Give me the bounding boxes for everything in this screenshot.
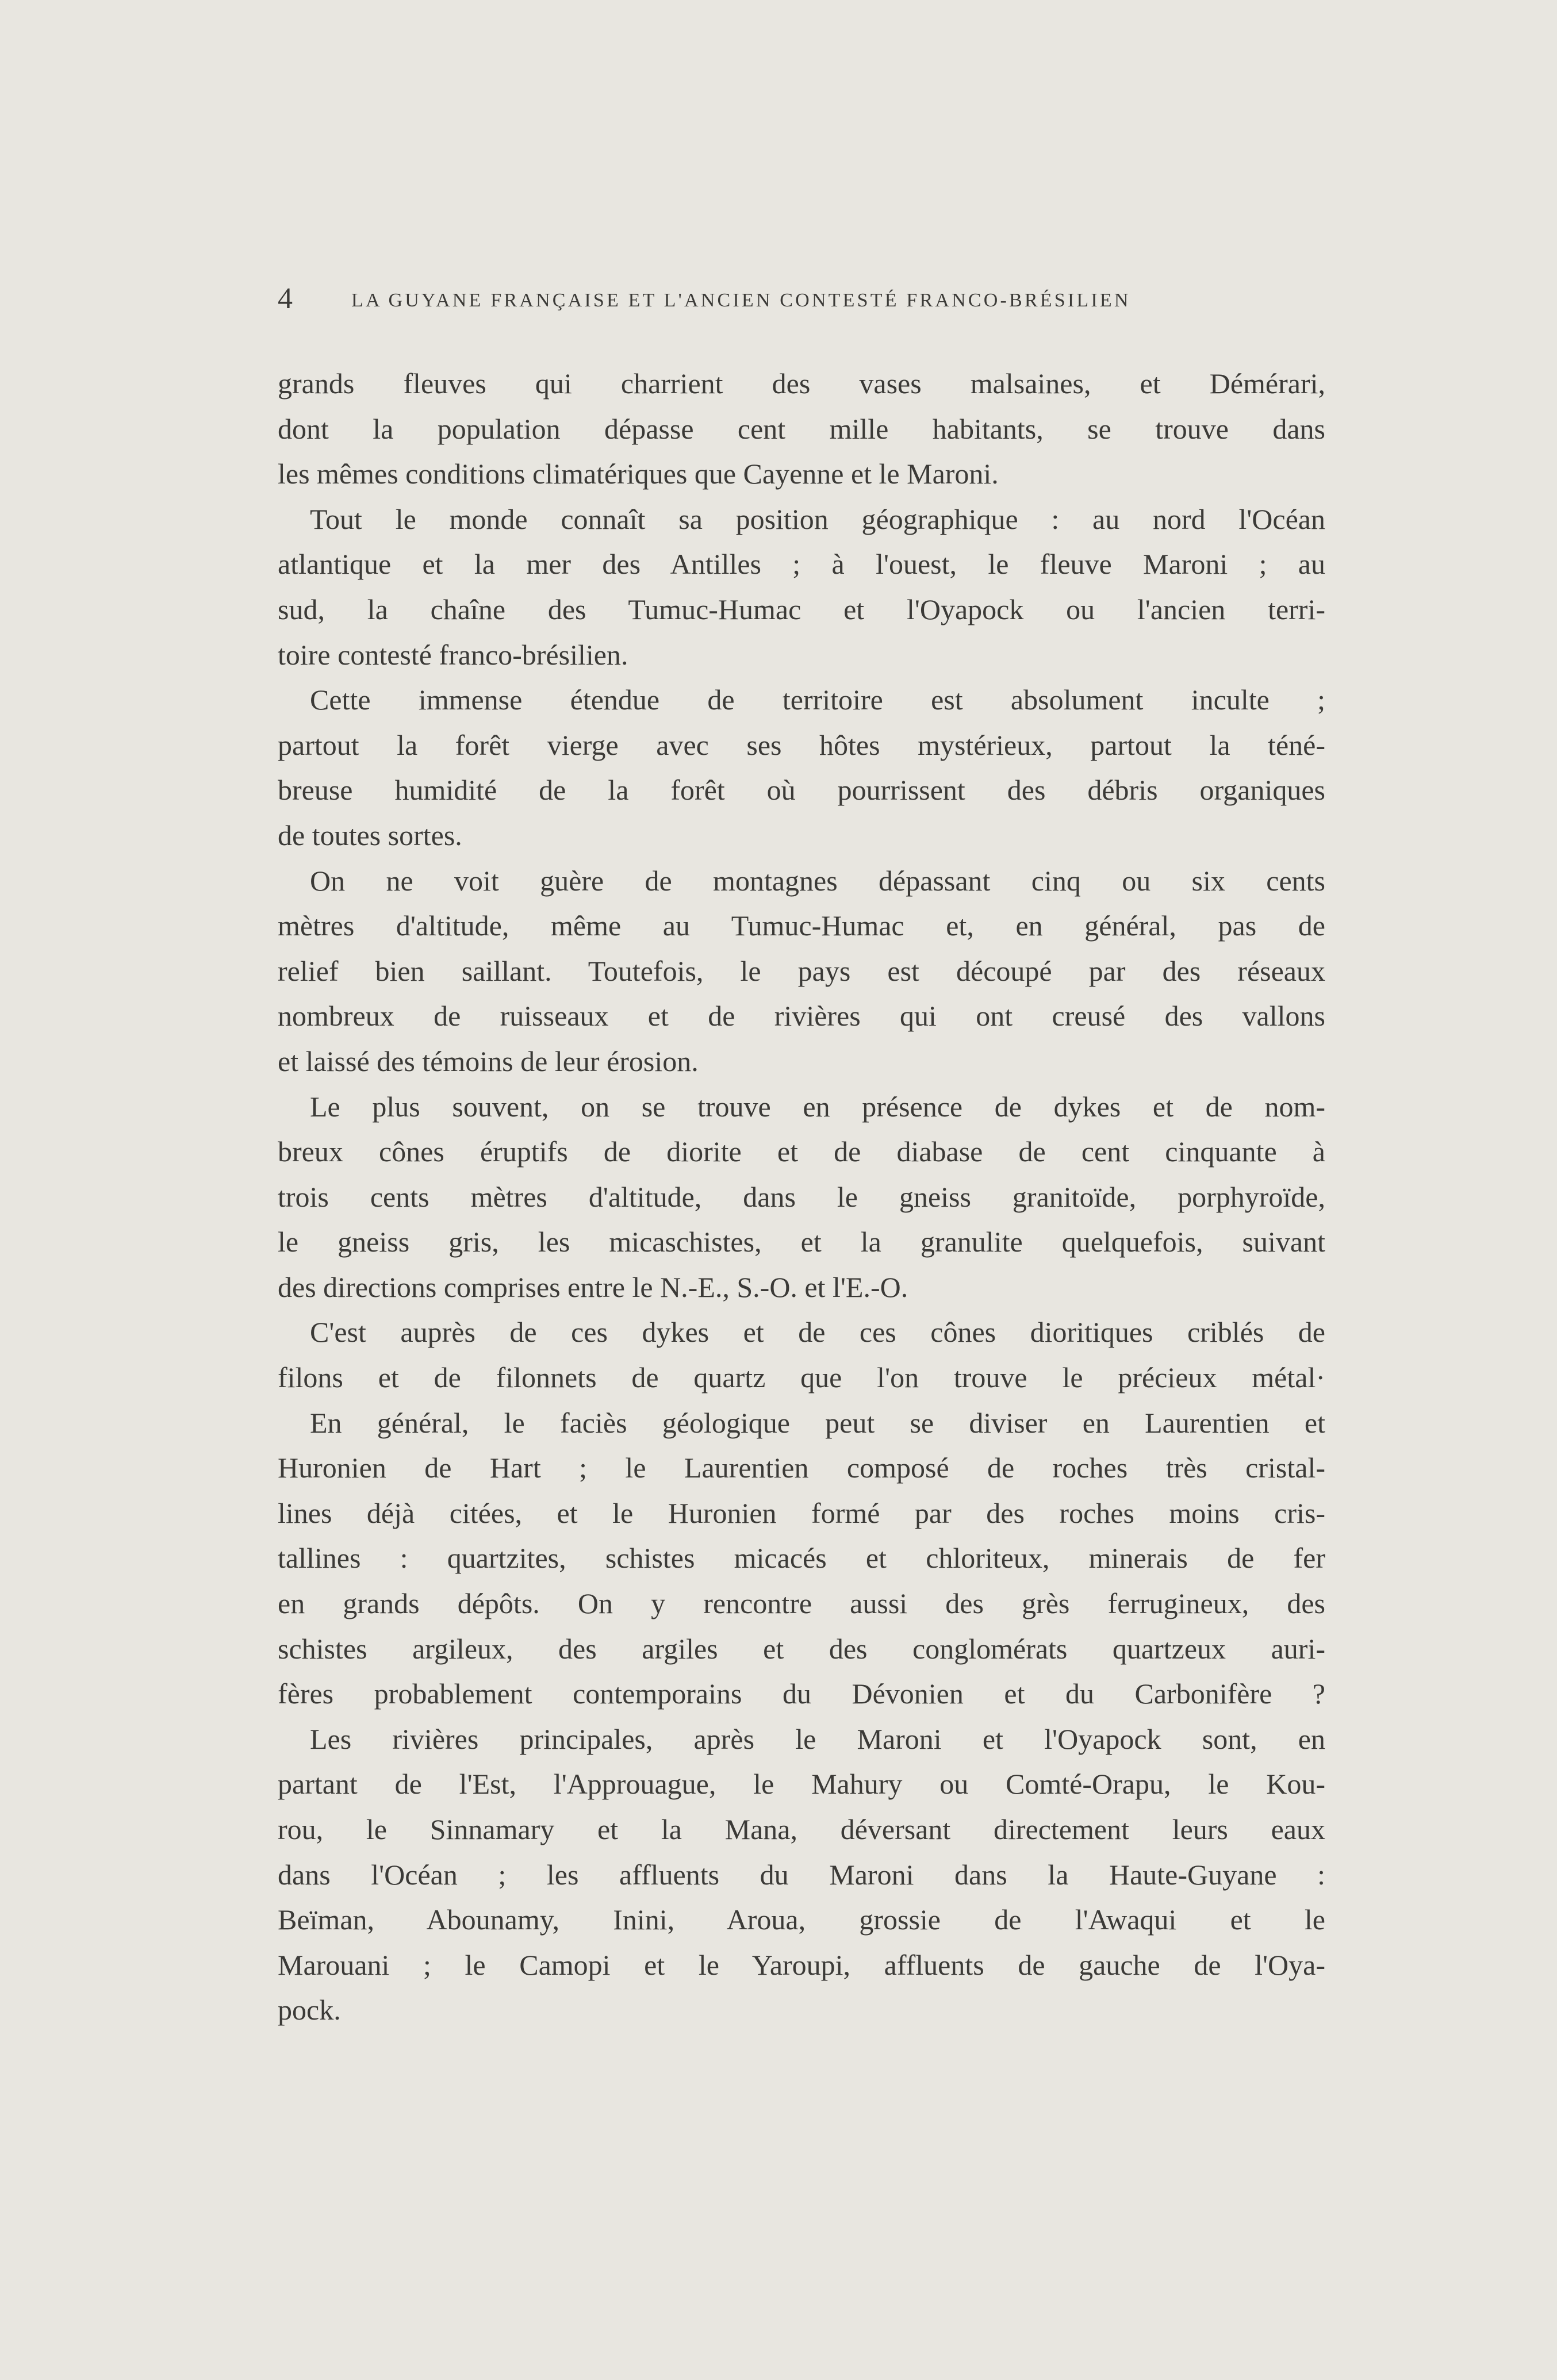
running-header (278, 282, 1255, 316)
text-line: schistes argileux, des argiles et des conglomérats quartzeux auri- (278, 1632, 1325, 1665)
text-line: Beïman, Abounamy, Inini, Aroua, grossie de l'Awaqui et le (278, 1903, 1325, 1936)
text-line: Tout le monde connaît sa position géographique : au nord l'Océan (310, 502, 1325, 535)
text-line: nombreux de ruisseaux et de rivières qui ont creusé des vallons (278, 1000, 1325, 1032)
text-line: atlantique et la mer des Antilles ; à l'ouest, le fleuve Maroni ; au (278, 548, 1325, 581)
text-line: tallines : quartzites, schistes micacés et chloriteux, minerais de fer (278, 1542, 1325, 1575)
paragraph (278, 361, 1325, 497)
text-line: rou, le Sinnamary et la Mana, déversant directement leurs eaux (278, 1813, 1325, 1845)
text-line: relief bien saillant. Toutefois, le pays est découpé par des réseaux (278, 954, 1325, 987)
page-number: 4 (278, 282, 293, 315)
text-line: lines déjà citées, et le Huronien formé par des roches moins cris- (278, 1496, 1325, 1529)
text-line: grands fleuves qui charrient des vases malsaines, et Démérari, (278, 367, 1325, 400)
text-line: filons et de filonnets de quartz que l'on trouve le précieux métal· (278, 1361, 1325, 1394)
text-line: de toutes sortes. (278, 819, 462, 851)
text-line: Huronien de Hart ; le Laurentien composé de roches très cristal- (278, 1452, 1325, 1484)
text-line: C'est auprès de ces dykes et de ces cônes dioritiques criblés de (310, 1316, 1325, 1349)
text-line: trois cents mètres d'altitude, dans le gneiss granitoïde, porphyroïde, (278, 1180, 1325, 1213)
paragraph (278, 1310, 1325, 1400)
paragraph (278, 677, 1325, 858)
text-line: dans l'Océan ; les affluents du Maroni dans la Haute-Guyane : (278, 1858, 1325, 1891)
text-line: sud, la chaîne des Tumuc-Humac et l'Oyapock ou l'ancien terri- (278, 593, 1325, 625)
paragraph (278, 497, 1325, 677)
text-line: les mêmes conditions climatériques que Cayenne et le Maroni. (278, 458, 999, 490)
text-line: dont la population dépasse cent mille habitants, se trouve dans (278, 412, 1325, 445)
text-line: toire contesté franco-brésilien. (278, 638, 628, 671)
paragraph (278, 1717, 1325, 2033)
text-line: breux cônes éruptifs de diorite et de diabase de cent cinquante à (278, 1135, 1325, 1168)
text-line: le gneiss gris, les micaschistes, et la granulite quelquefois, suivant (278, 1226, 1325, 1258)
text-line: Le plus souvent, on se trouve en présence de dykes et de nom- (310, 1090, 1325, 1123)
text-line: Marouani ; le Camopi et le Yaroupi, affluents de gauche de l'Oya- (278, 1948, 1325, 1981)
body-text (278, 361, 1325, 2033)
running-title: LA GUYANE FRANÇAISE ET L'ANCIEN CONTESTÉ FRANCO-BRÉSILIEN (351, 290, 1131, 311)
text-line: On ne voit guère de montagnes dépassant cinq ou six cents (310, 864, 1325, 897)
text-line: pock. (278, 1994, 341, 2026)
text-line: partant de l'Est, l'Approuague, le Mahury ou Comté-Orapu, le Kou- (278, 1768, 1325, 1801)
paragraph (278, 1400, 1325, 1717)
text-line: breuse humidité de la forêt où pourrissent des débris organiques (278, 774, 1325, 807)
paragraph (278, 858, 1325, 1084)
paragraph (278, 1084, 1325, 1310)
text-line: Cette immense étendue de territoire est absolument inculte ; (310, 684, 1325, 716)
text-line: Les rivières principales, après le Maroni et l'Oyapock sont, en (310, 1722, 1325, 1755)
text-line: en grands dépôts. On y rencontre aussi des grès ferrugineux, des (278, 1587, 1325, 1620)
text-line: mètres d'altitude, même au Tumuc-Humac et, en général, pas de (278, 909, 1325, 942)
text-line: fères probablement contemporains du Dévonien et du Carbonifère ? (278, 1677, 1325, 1710)
text-line: des directions comprises entre le N.-E., S.-O. et l'E.-O. (278, 1270, 908, 1303)
text-line: et laissé des témoins de leur érosion. (278, 1045, 699, 1077)
text-line: En général, le faciès géologique peut se diviser en Laurentien et (310, 1406, 1325, 1439)
text-line: partout la forêt vierge avec ses hôtes mystérieux, partout la téné- (278, 728, 1325, 761)
